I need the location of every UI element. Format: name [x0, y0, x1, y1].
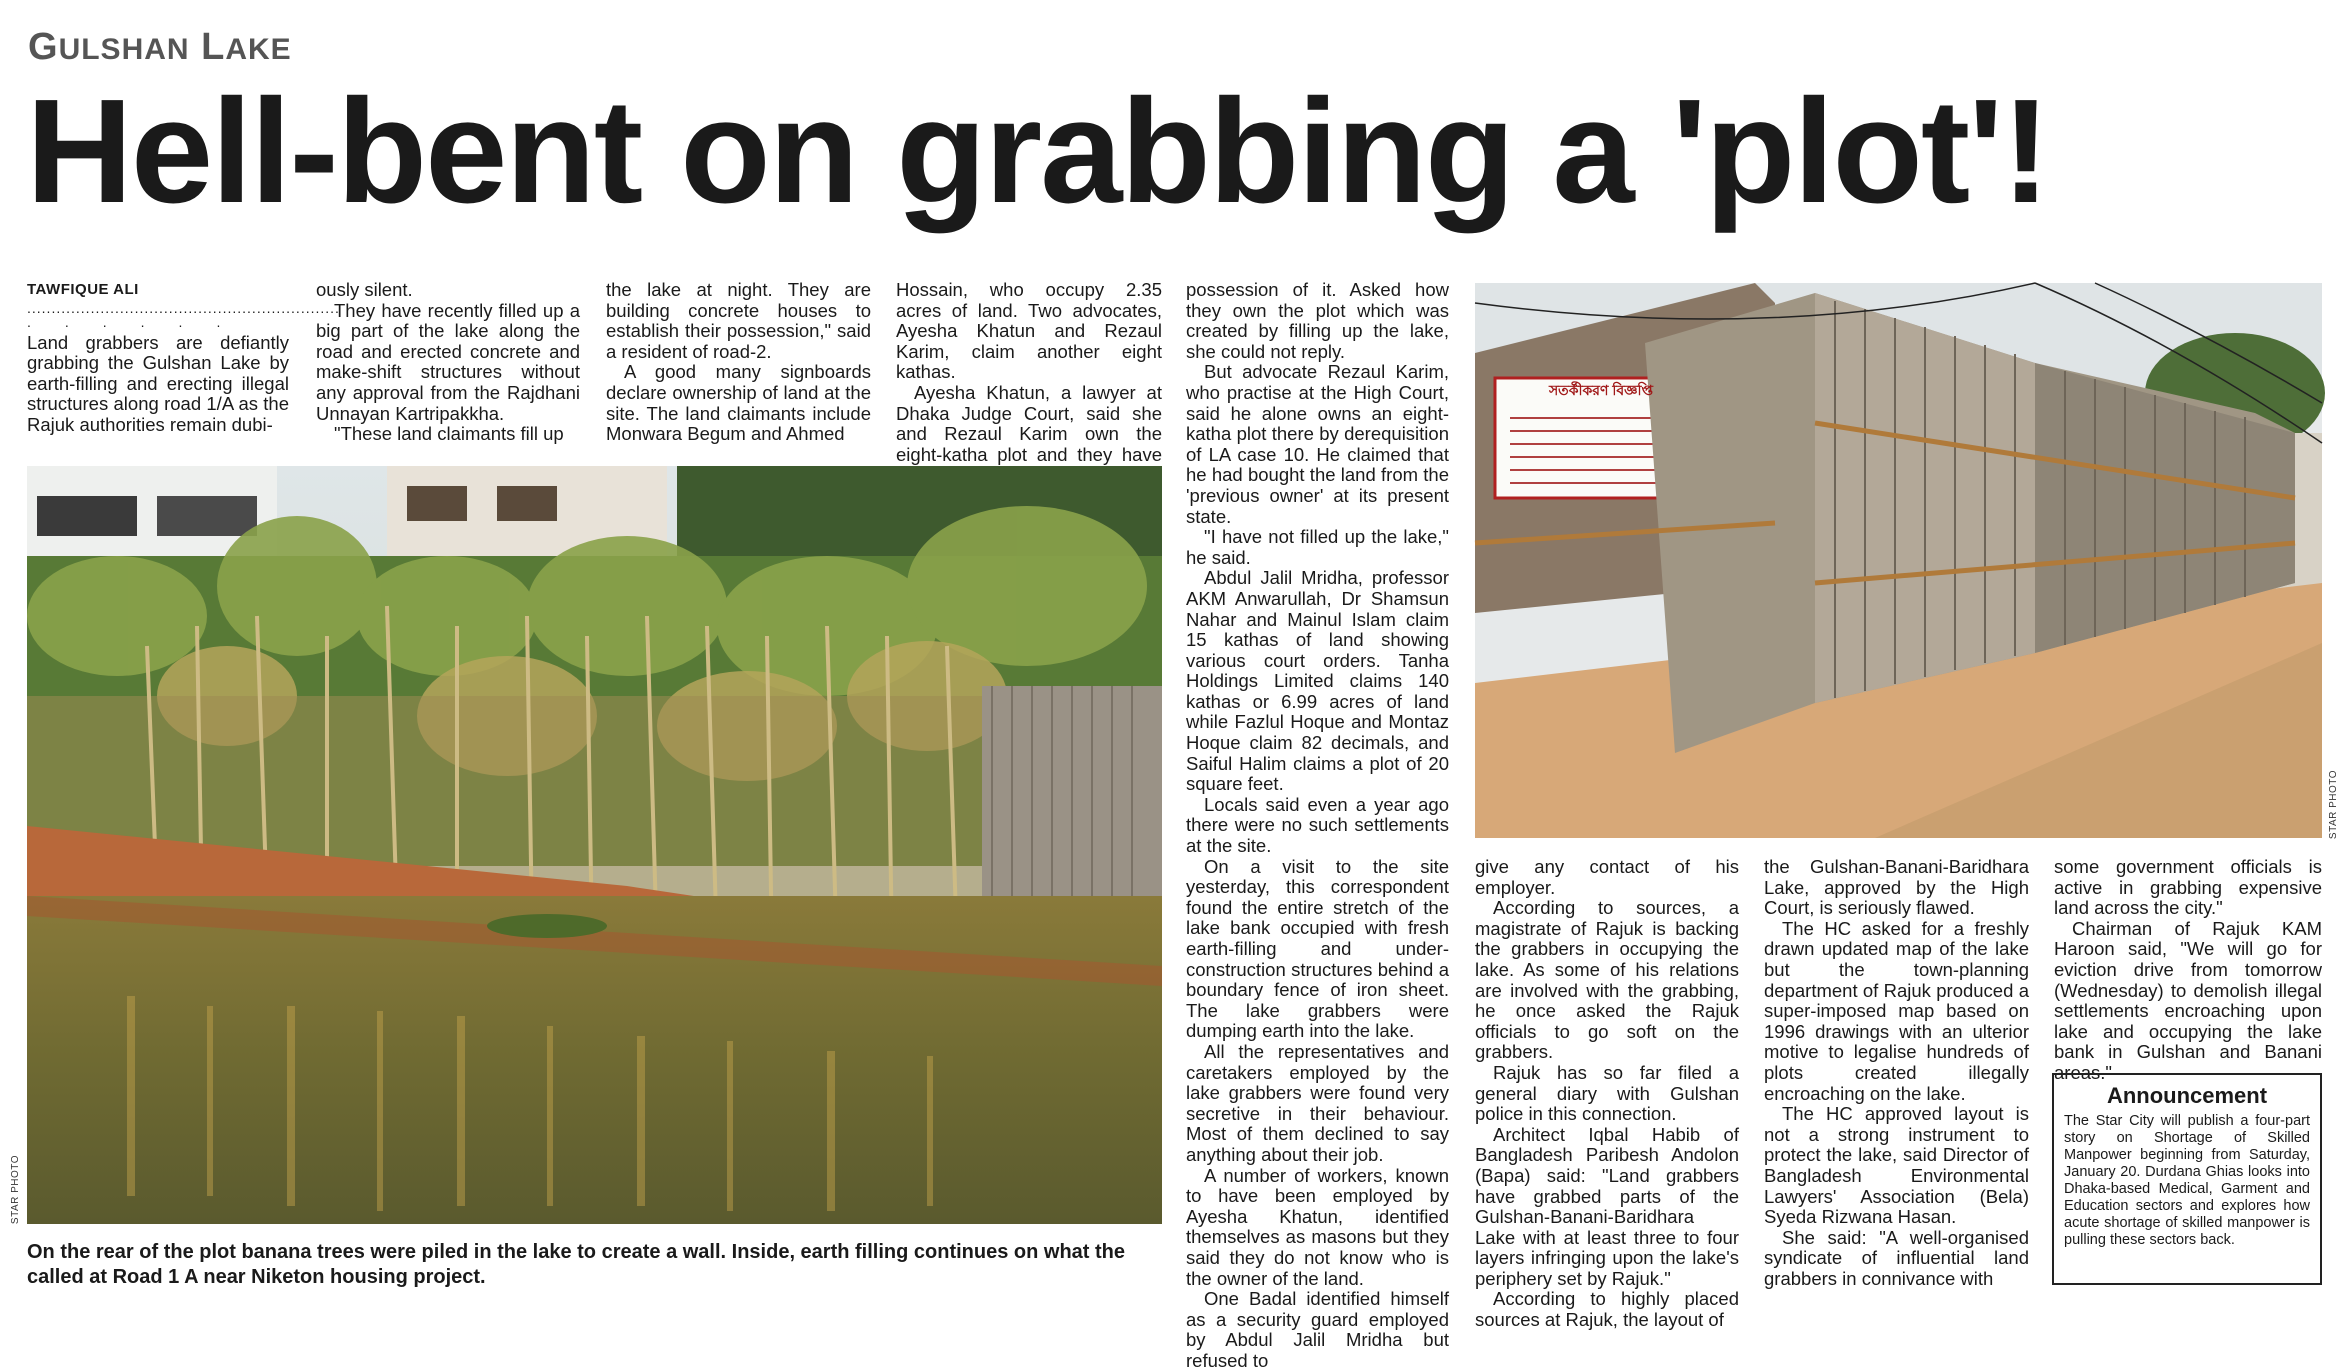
- article-paragraph: "I have not filled up the lake," he said.: [1186, 526, 1449, 568]
- photo-credit-left: STAR PHOTO: [10, 1155, 21, 1225]
- article-paragraph: According to highly placed sources at Rajuk, the layout of: [1475, 1288, 1739, 1331]
- column-1: [27, 280, 340, 436]
- article-paragraph: According to sources, a magistrate of Rajuk is backing the grabbers in occupying the lake. As some of his relations are involved with the grabbing, he once asked the Rajuk officials to go soft on the grabbers.: [1475, 897, 1739, 1063]
- column-7: [1764, 857, 2029, 1289]
- article-paragraph: ously silent.: [316, 279, 413, 300]
- article-paragraph: Land grabbers are defiantly grabbing the Gulshan Lake by earth-filling and erecting illegal structures along road 1/A as the Rajuk authorities remain dubi-: [27, 331, 289, 435]
- column-2: [316, 280, 580, 445]
- lake-photo: [27, 466, 1162, 1224]
- byline: TAWFIQUE ALI: [27, 281, 139, 298]
- warning-sign-title: সতর্কীকরণ বিজ্ঞপ্তি: [1548, 382, 1654, 398]
- article-paragraph: The HC approved layout is not a strong instrument to protect the lake, said Director of Bangladesh Environmental Lawyers' Association (Bela) Syeda Rizwana Hasan.: [1764, 1103, 2029, 1228]
- column-8: [2054, 857, 2322, 1084]
- fence-photo-illustration: [1475, 283, 2322, 838]
- article-paragraph: some government officials is active in grabbing expensive land across the city.": [2054, 856, 2322, 919]
- article-paragraph: A good many signboards declare ownership of land at the site. The land claimants include Monwara Begum and Ahmed: [606, 361, 871, 445]
- byline-rule-2: ......: [27, 313, 255, 330]
- article-paragraph: the Gulshan-Banani-Baridhara Lake, approved by the High Court, is seriously flawed.: [1764, 856, 2029, 919]
- column-5: [1186, 280, 1449, 1371]
- article-paragraph: possession of it. Asked how they own the plot which was created by filling up the lake, she could not reply.: [1186, 279, 1449, 362]
- article-paragraph: Abdul Jalil Mridha, professor AKM Anwarullah, Dr Shamsun Nahar and Mainul Islam claim 15 kathas of land showing various court orders. Tanha Holdings Limited claims 140 kathas or 6.99 acres of land while Fazlul Hoque and Montaz Hoque claim 82 decimals, and Saiful Halim claims a plot of 20 square feet.: [1186, 567, 1449, 795]
- announcement-title: Announcement: [2106, 1083, 2268, 1108]
- article-paragraph: They have recently filled up a big part of the lake along the road and erected concrete and make-shift structures without any approval from the Rajdhani Unnayan Kartripakkha.: [316, 299, 580, 424]
- article-paragraph: Hossain, who occupy 2.35 acres of land. Two advocates, Ayesha Khatun and Rezaul Karim, claim another eight kathas.: [896, 279, 1162, 383]
- column-6: [1475, 857, 1739, 1331]
- byline-rule: ................................................................: [27, 299, 340, 316]
- article-paragraph: All the representatives and caretakers employed by the lake grabbers were found very secretive in their behaviour. Most of them declined to say anything about their job.: [1186, 1040, 1449, 1165]
- article-paragraph: On a visit to the site yesterday, this correspondent found the entire stretch of the lake bank occupied with fresh earth-filling and under-construction structures behind a boundary fence of iron sheet. The lake grabbers were dumping earth into the lake.: [1186, 855, 1449, 1042]
- article-paragraph: The HC asked for a freshly drawn updated map of the lake but the town-planning department of Rajuk produced a super-imposed map based on 1996 drawings with an ulterior motive to legalise hundreds of plots created illegally encroaching on the lake.: [1764, 917, 2029, 1104]
- photo-credit-right: STAR PHOTO: [2328, 770, 2339, 840]
- article-paragraph: One Badal identified himself as a security guard employed by Abdul Jalil Mridha but refused to: [1186, 1288, 1449, 1371]
- column-3: [606, 280, 871, 445]
- section-kicker: GULSHAN LAKE: [28, 26, 292, 68]
- column-4: [896, 280, 1162, 486]
- article-paragraph: But advocate Rezaul Karim, who practise at the High Court, said he alone owns an eight-katha plot there by derequisition of LA case 10. He claimed that he had bought the land from the 'previous owner' at its present state.: [1186, 361, 1449, 527]
- headline: Hell-bent on grabbing a 'plot'!: [26, 69, 2049, 234]
- article-paragraph: the lake at night. They are building concrete houses to establish their possession," said a resident of road-2.: [606, 279, 871, 362]
- lake-photo-illustration: [27, 466, 1162, 1224]
- article-paragraph: Chairman of Rajuk KAM Haroon said, "We will go for eviction drive from tomorrow (Wednesday) to demolish illegal settlements encroaching upon lake and occupying the lake bank in Gulshan and Banani areas.": [2054, 917, 2322, 1083]
- column-1-body: [27, 333, 289, 436]
- announcement-box: [2052, 1073, 2322, 1285]
- article-paragraph: give any contact of his employer.: [1475, 856, 1739, 898]
- announcement-body: The Star City will publish a four-part story on Shortage of Skilled Manpower beginning from Saturday, January 20. Durdana Ghias looks into Dhaka-based Medical, Garment and Education sectors and explores how acute shortage of skilled manpower is pulling these sectors back.: [2064, 1113, 2310, 1248]
- article-paragraph: She said: "A well-organised syndicate of influential land grabbers in connivance with: [1764, 1226, 2029, 1289]
- article-paragraph: A number of workers, known to have been employed by Ayesha Khatun, identified themselves as masons but they said they do not know who is the owner of the land.: [1186, 1164, 1449, 1289]
- article-paragraph: Ayesha Khatun, a lawyer at Dhaka Judge Court, said she and Rezaul Karim own the eight-katha plot and they have: [896, 381, 1162, 465]
- article-paragraph: "These land claimants fill up: [334, 423, 564, 445]
- article-paragraph: Architect Iqbal Habib of Bangladesh Paribesh Andolon (Bapa) said: "Land grabbers have grabbed parts of the Gulshan-Banani-Baridhara Lake with at least three to four layers infringing upon the lake's periphery set by Rajuk.": [1475, 1123, 1739, 1289]
- fence-photo: [1475, 283, 2322, 838]
- photo-caption: On the rear of the plot banana trees were piled in the lake to create a wall. Inside, earth filling continues on what the called at Road 1 A near Niketon housing project.: [27, 1241, 1126, 1288]
- article-paragraph: Rajuk has so far filed a general diary with Gulshan police in this connection.: [1475, 1061, 1739, 1125]
- article-paragraph: Locals said even a year ago there were no such settlements at the site.: [1186, 793, 1449, 857]
